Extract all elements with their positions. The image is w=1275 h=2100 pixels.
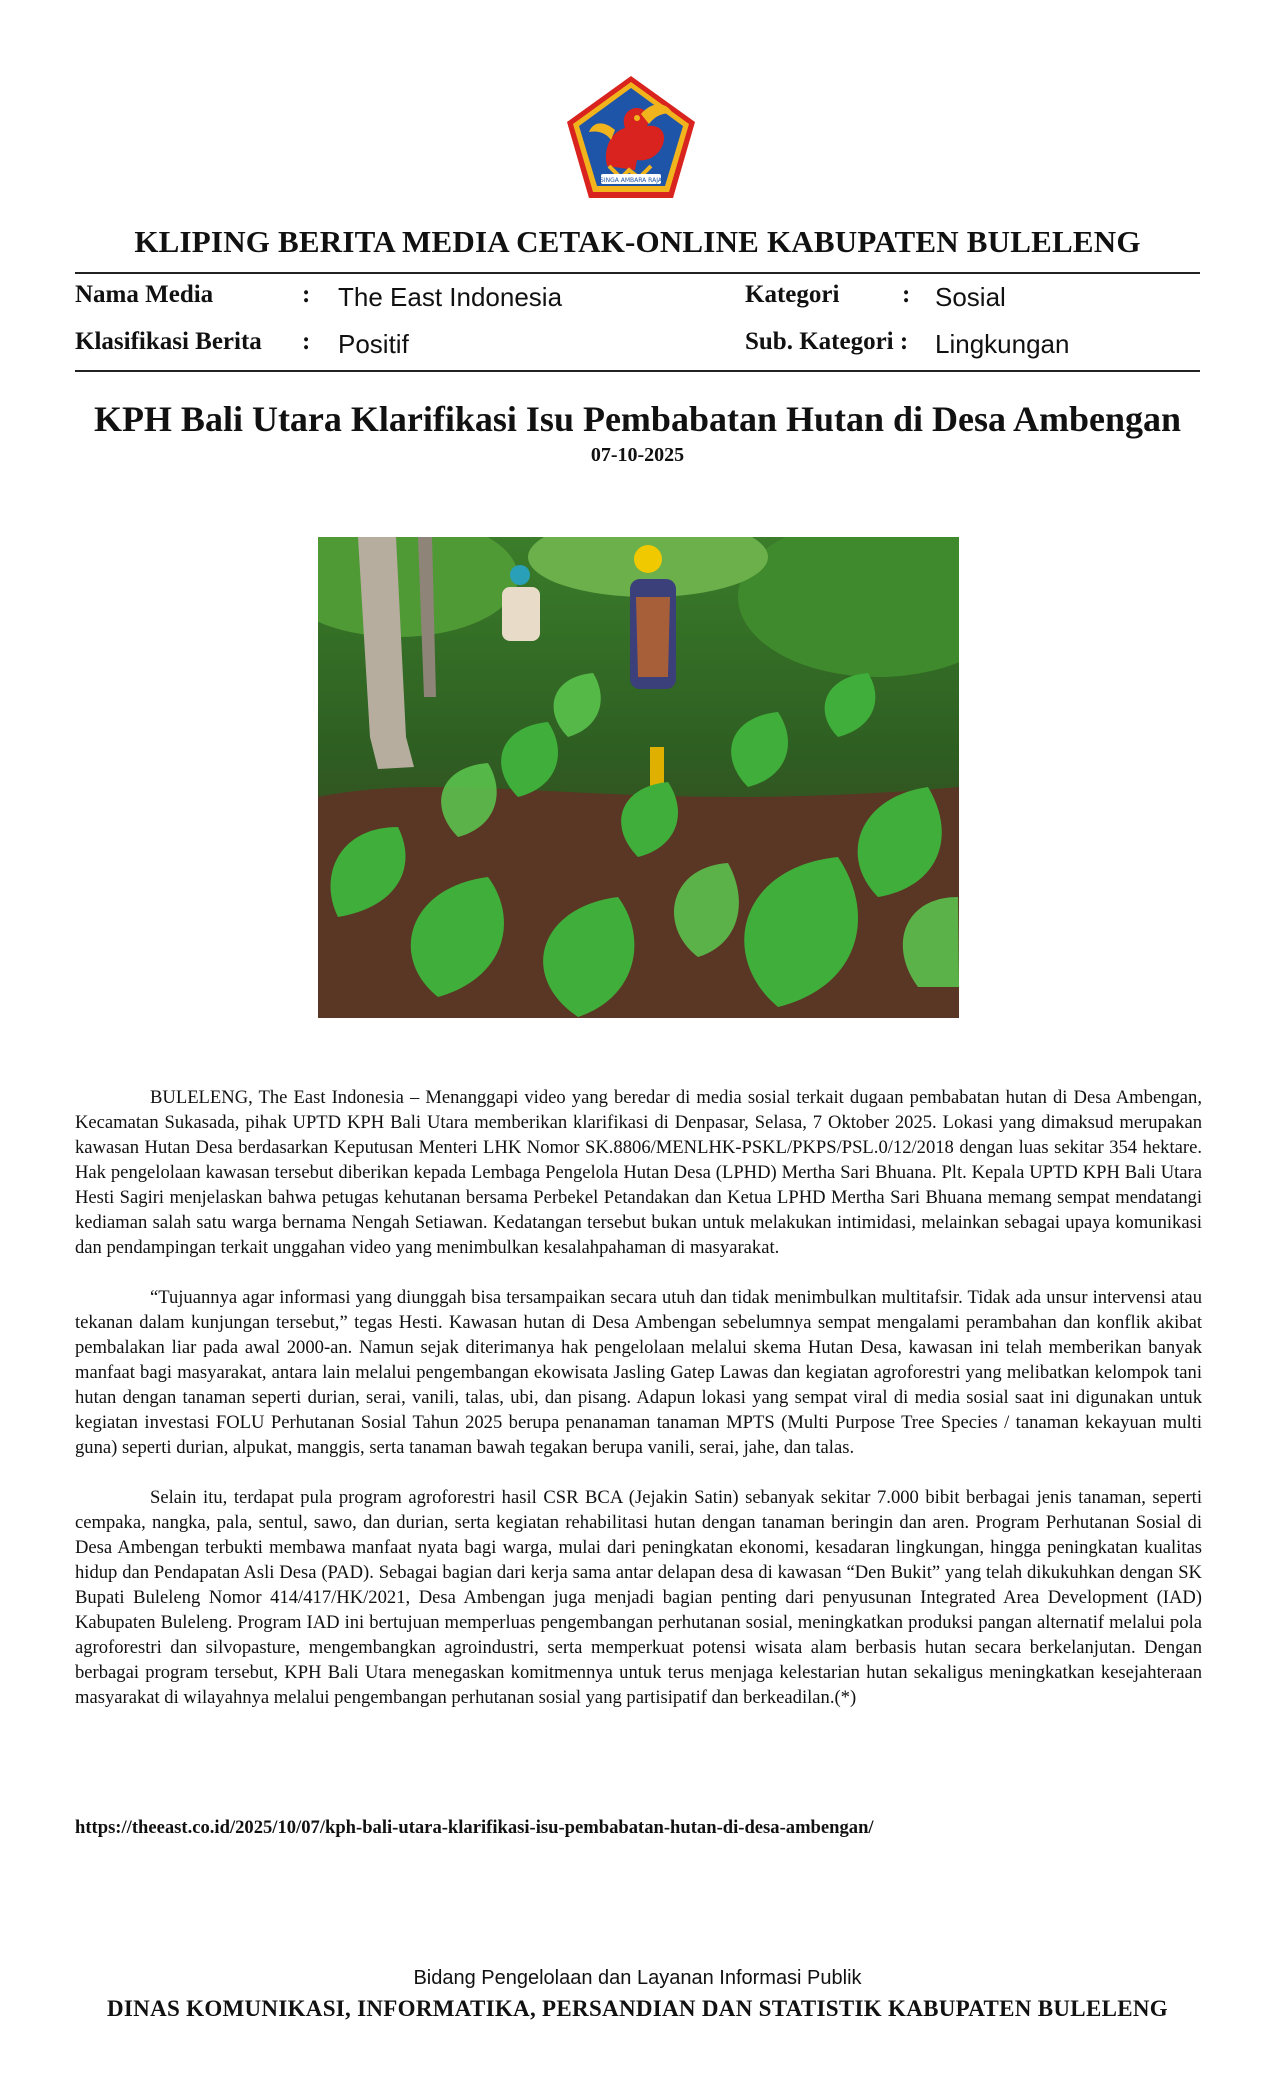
article-photo [318, 537, 959, 1018]
article-paragraph-3: Selain itu, terdapat pula program agroforestri hasil CSR BCA (Jejakin Satin) sebanyak sekitar 7.000 bibit berbagai jenis tanaman, seperti cempaka, nangka, pala, sentul, sawo, dan durian, serta kegiatan rehabilitasi hutan dengan tanaman beringin dan aren. Program Perhutanan Sosial di Desa Ambengan terbukti membawa manfaat nyata bagi warga, mulai dari peningkatan ekonomi, kesadaran lingkungan, hingga peningkatan kualitas hidup dan Pendapatan Asli Desa (PAD). Sebagai bagian dari kerja sama antar delapan desa di kawasan “Den Bukit” yang telah dikukuhkan dengan SK Bupati Buleleng Nomor 414/417/HK/2021, Desa Ambengan juga menjadi bagian penting dari penyusunan Integrated Area Development (IAD) Kabupaten Buleleng. Program IAD ini bertujuan memperluas pengembangan perhutanan sosial, meningkatkan produksi pangan alternatif melalui pola agroforestri dan silvopasture, mengembangkan agroindustri, serta memperkuat potensi wisata alam berbasis hutan secara berkelanjutan. Dengan berbagai program tersebut, KPH Bali Utara menegaskan komitmennya untuk terus menjaga kelestarian hutan sekaligus meningkatkan kesejahteraan masyarakat di wilayahnya melalui pengembangan perhutanan sosial yang partisipatif dan berkeadilan.(*) [75, 1487, 1202, 1708]
footer-agency: DINAS KOMUNIKASI, INFORMATIKA, PERSANDIAN DAN STATISTIK KABUPATEN BULELENG [107, 1996, 1168, 2021]
classification-label: Klasifikasi Berita [75, 328, 262, 355]
article-body [75, 1085, 1202, 1735]
clipping-title: KLIPING BERITA MEDIA CETAK-ONLINE KABUPATEN BULELENG [134, 224, 1141, 259]
source-link[interactable]: https://theeast.co.id/2025/10/07/kph-bali-utara-klarifikasi-isu-pembabatan-hutan-di-desa-ambengan/ [75, 1817, 874, 1838]
classification-value: Positif [338, 329, 409, 359]
subcategory-value: Lingkungan [935, 329, 1070, 359]
article-date: 07-10-2025 [590, 444, 685, 466]
subcategory-label: Sub. Kategori : [745, 328, 909, 355]
media-label: Nama Media [75, 281, 214, 308]
classification-colon: : [302, 328, 311, 355]
divider-bottom [75, 370, 1200, 372]
category-label: Kategori [745, 281, 840, 308]
svg-text:SINGA AMBARA RAJA: SINGA AMBARA RAJA [600, 177, 662, 184]
article-paragraph-2: “Tujuannya agar informasi yang diunggah bisa tersampaikan secara utuh dan tidak menimbulkan multitafsir. Tidak ada unsur intervensi atau tekanan dalam kunjungan tersebut,” tegas Hesti. Kawasan hutan di Desa Ambengan sebelumnya sempat mengalami perambahan dan konflik akibat pembalakan liar pada awal 2000-an. Namun sejak diterimanya hak pengelolaan melalui skema Hutan Desa, kawasan ini telah memberikan banyak manfaat bagi masyarakat, antara lain melalui pengembangan ekowisata Jasling Gatep Lawas dan kegiatan agroforestri yang melibatkan kelompok tani hutan dengan tanaman seperti durian, serai, vanili, talas, ubi, dan pisang. Adapun lokasi yang sempat viral di media sosial saat ini digunakan untuk kegiatan investasi FOLU Perhutanan Sosial Tahun 2025 berupa penanaman tanaman MPTS (Multi Purpose Tree Species / tanaman kekayuan multi guna) seperti durian, alpukat, manggis, serta tanaman bawah tegakan berupa vanili, serai, jahe, dan talas. [75, 1287, 1202, 1458]
article-headline: KPH Bali Utara Klarifikasi Isu Pembabatan Hutan di Desa Ambengan [93, 399, 1182, 439]
media-value: The East Indonesia [338, 282, 563, 312]
category-value: Sosial [935, 282, 1006, 312]
footer-department: Bidang Pengelolaan dan Layanan Informasi Publik [413, 1967, 862, 1989]
media-colon: : [302, 281, 311, 308]
divider-top [75, 272, 1200, 274]
article-paragraph-1: BULELENG, The East Indonesia – Menanggapi video yang beredar di media sosial terkait dugaan pembabatan hutan di Desa Ambengan, Kecamatan Sukasada, pihak UPTD KPH Bali Utara memberikan klarifikasi di Denpasar, Selasa, 7 Oktober 2025. Lokasi yang dimaksud merupakan kawasan Hutan Desa berdasarkan Keputusan Menteri LHK Nomor SK.8806/MENLHK-PSKL/PKPS/PSL.0/12/2018 dengan luas sekitar 354 hektare. Hak pengelolaan kawasan tersebut diberikan kepada Lembaga Pengelola Hutan Desa (LPHD) Mertha Sari Bhuana. Plt. Kepala UPTD KPH Bali Utara Hesti Sagiri menjelaskan bahwa petugas kehutanan bersama Perbekel Petandakan dan Ketua LPHD Mertha Sari Bhuana memang sempat mendatangi kediaman salah satu warga bernama Nengah Setiawan. Kedatangan tersebut bukan untuk melakukan intimidasi, melainkan sebagai upaya komunikasi dan pendampingan terkait unggahan video yang menimbulkan kesalahpahaman di masyarakat. [75, 1087, 1202, 1258]
buleleng-crest-logo [563, 74, 699, 202]
category-colon: : [902, 281, 911, 308]
